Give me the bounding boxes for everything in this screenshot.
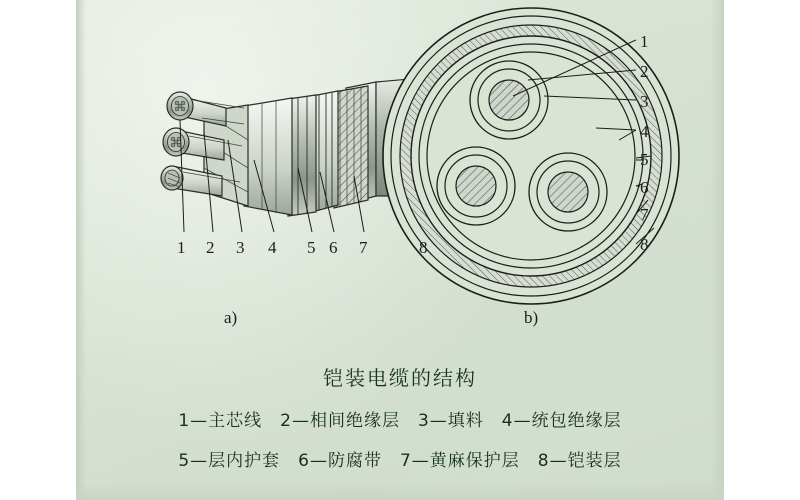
panel-a-callout-4: 4 bbox=[268, 238, 277, 257]
panel-a-callout-7: 7 bbox=[359, 238, 368, 257]
panel-a-callout-3: 3 bbox=[236, 238, 245, 257]
panel-a-callout-5: 5 bbox=[307, 238, 316, 257]
panel-b-callout-5: 5 bbox=[640, 150, 649, 169]
figure-caption-title: 铠装电缆的结构 bbox=[323, 366, 477, 390]
jute-layer-7 bbox=[334, 86, 368, 208]
panel-a-label: a) bbox=[224, 308, 238, 327]
panel-a-callout-8: 8 bbox=[419, 238, 428, 257]
figure-legend-line-1: 1—主芯线 2—相间绝缘层 3—填料 4—统包绝缘层 bbox=[178, 411, 622, 431]
figure-image bbox=[76, 0, 724, 500]
panel-b-callout-4: 4 bbox=[640, 122, 649, 141]
panel-b-cross-section bbox=[383, 8, 679, 304]
panel-b-label: b) bbox=[524, 308, 539, 327]
figure-legend-line-2: 5—层内护套 6—防腐带 7—黄麻保护层 8—铠装层 bbox=[178, 451, 622, 471]
panel-b-callout-2: 2 bbox=[640, 62, 649, 81]
belt-insulation-4 bbox=[244, 98, 292, 215]
panel-a-callout-6: 6 bbox=[329, 238, 338, 257]
panel-b-callout-6: 6 bbox=[640, 178, 649, 197]
panel-b-callout-8: 8 bbox=[640, 235, 649, 254]
panel-b-callout-1: 1 bbox=[640, 32, 649, 51]
panel-a-callout-1: 1 bbox=[177, 238, 186, 257]
panel-a-callout-2: 2 bbox=[206, 238, 215, 257]
panel-b-callout-7: 7 bbox=[640, 205, 649, 224]
panel-b-callout-3: 3 bbox=[640, 92, 649, 111]
